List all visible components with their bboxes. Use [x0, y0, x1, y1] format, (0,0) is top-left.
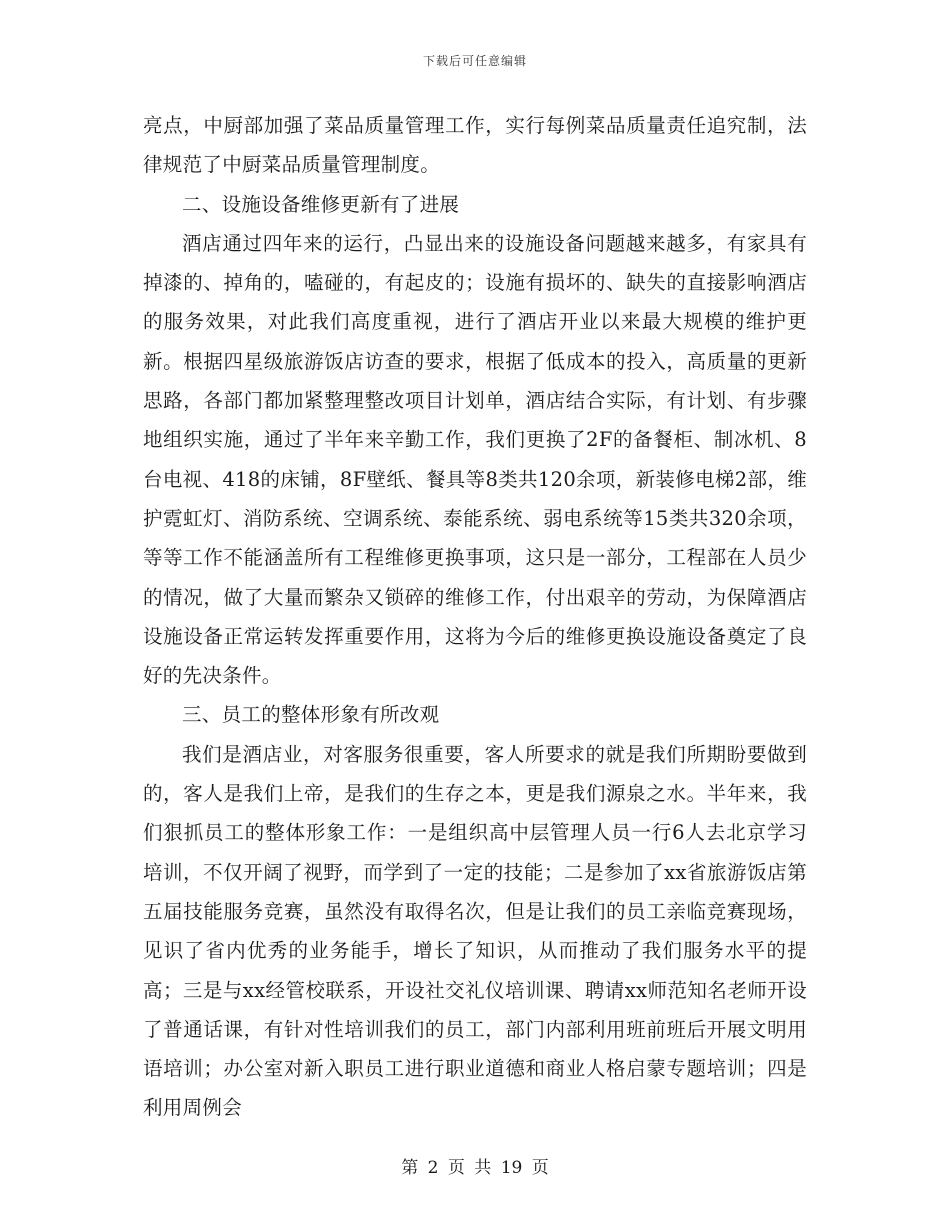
paragraph-facilities: 酒店通过四年来的运行，凸显出来的设施设备问题越来越多，有家具有掉漆的、掉角的，嗑碰的，有起皮的；设施有损坏的、缺失的直接影响酒店的服务效果，对此我们高度重视，进行了酒店开业以来最大规模的维护更新。根据四星级旅游饭店访查的要求，根据了低成本的投入，高质量的更新思路，各部门都加紧整理整改项目计划单，酒店结合实际，有计划、有步骤地组织实施，通过了半年来辛勤工作，我们更换了2F的备餐柜、制冰机、8台电视、418的床铺，8F壁纸、餐具等8类共120余项，新装修电梯2部，维护霓虹灯、消防系统、空调系统、泰能系统、弱电系统等15类共320余项，等等工作不能涵盖所有工程维修更换事项，这只是一部分，工程部在人员少的情况，做了大量而繁杂又锁碎的维修工作，付出艰辛的劳动，为保障酒店设施设备正常运转发挥重要作用，这将为今后的维修更换设施设备奠定了良好的先决条件。 [143, 231, 807, 688]
section-heading-staff-image: 三、员工的整体形象有所改观 [182, 703, 440, 727]
page-header: 下载后可任意编辑 [422, 54, 527, 68]
page-footer: 第 2 页 共 19 页 [401, 1158, 549, 1178]
section-heading-facilities: 二、设施设备维修更新有了进展 [182, 192, 460, 216]
paragraph-staff-image: 我们是酒店业，对客服务很重要，客人所要求的就是我们所期盼要做到的，客人是我们上帝，是我们的生存之本，更是我们源泉之水。半年来，我们狠抓员工的整体形象工作：一是组织高中层管理人员一行6人去北京学习培训，不仅开阔了视野，而学到了一定的技能；二是参加了xx省旅游饭店第五届技能服务竞赛，虽然没有取得名次，但是让我们的员工亲临竞赛现场，见识了省内优秀的业务能手，增长了知识，从而推动了我们服务水平的提高；三是与xx经管校联系，开设社交礼仪培训课、聘请xx师范知名老师开设了普通话课，有针对性培训我们的员工，部门内部利用班前班后开展文明用语培训；办公室对新入职员工进行职业道德和商业人格启蒙专题培训；四是利用周例会 [143, 742, 807, 1120]
paragraph-continuation: 亮点，中厨部加强了菜品质量管理工作，实行每例菜品质量责任追究制，法律规范了中厨菜品质量管理制度。 [143, 114, 807, 177]
document-body [143, 106, 807, 1128]
